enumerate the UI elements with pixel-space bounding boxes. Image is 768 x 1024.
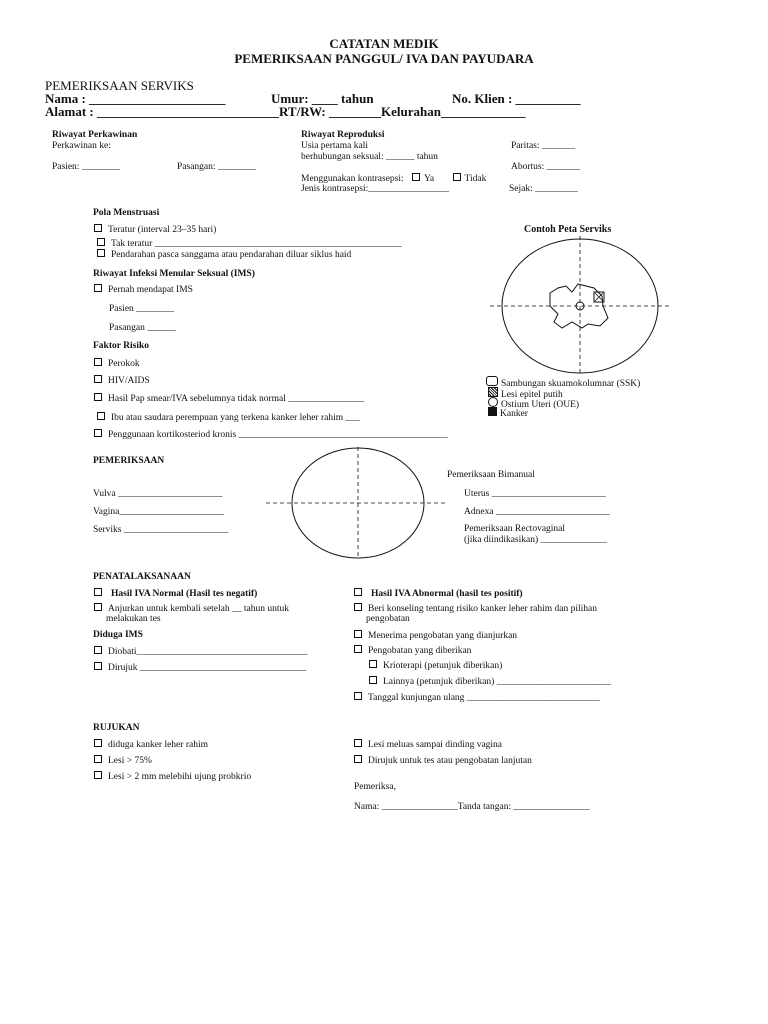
item-label: Pernah mendapat IMS — [108, 285, 193, 295]
pola-menstruasi-title: Pola Menstruasi — [93, 208, 160, 218]
page-subtitle: PEMERIKSAAN PANGGUL/ IVA DAN PAYUDARA — [234, 51, 534, 66]
item-label: Pendarahan pasca sanggama atau pendarahan diluar siklus haid — [111, 250, 352, 260]
checkbox[interactable] — [97, 249, 105, 257]
item-label: diduga kanker leher rahim — [108, 740, 208, 750]
dirujuk-item[interactable] — [94, 662, 306, 673]
kontrasepsi-label: Menggunakan kontrasepsi: — [301, 174, 404, 184]
item-label: Lainnya (petunjuk diberikan) ________________________ — [383, 677, 611, 687]
ims-pasangan-field[interactable]: Pasangan ______ — [109, 323, 176, 333]
rujukan-lesi-2mm-item[interactable] — [94, 771, 251, 782]
pengobatan-diberikan-item[interactable] — [354, 645, 471, 656]
menstruasi-teratur-item[interactable] — [94, 224, 216, 235]
checkbox[interactable] — [94, 603, 102, 611]
risiko-perokok-item[interactable] — [94, 358, 140, 369]
item-label: Pengobatan yang diberikan — [368, 646, 472, 656]
penatalaksanaan-title: PENATALAKSANAAN — [93, 572, 191, 582]
item-label: Beri konseling tentang risiko kanker leher rahim dan pilihan — [368, 604, 597, 614]
diduga-ims-title: Diduga IMS — [93, 630, 143, 640]
item-label: Menerima pengobatan yang dianjurkan — [368, 631, 518, 641]
ssk-icon — [486, 376, 498, 386]
krioterapi-item[interactable] — [369, 660, 502, 671]
peta-serviks-title: Contoh Peta Serviks — [524, 224, 612, 235]
rectovaginal-field[interactable]: (jika diindikasikan) ______________ — [464, 535, 608, 545]
legend-label: Ostium Uteri (OUE) — [501, 400, 580, 410]
item-label: Anjurkan untuk kembali setelah __ tahun untuk — [108, 604, 289, 614]
checkbox[interactable] — [94, 755, 102, 763]
vulva-field[interactable]: Vulva ______________________ — [93, 489, 223, 499]
usia-pertama-label: Usia pertama kali — [301, 141, 369, 151]
pemeriksa-label: Pemeriksa, — [354, 782, 396, 792]
checkbox[interactable] — [354, 645, 362, 653]
checkbox[interactable] — [94, 375, 102, 383]
kontrasepsi-tidak-checkbox[interactable] — [453, 173, 461, 181]
pemeriksaan-title: PEMERIKSAAN — [93, 456, 165, 466]
oue-icon — [488, 397, 498, 407]
rujukan-lesi-meluas-item[interactable] — [354, 739, 502, 750]
item-label: Hasil Pap smear/IVA sebelumnya tidak normal ________________ — [108, 394, 365, 404]
anjurkan-kembali-cont: melakukan tes — [106, 614, 161, 624]
checkbox[interactable] — [97, 412, 105, 420]
item-label: HIV/AIDS — [108, 376, 150, 386]
konseling-item[interactable] — [354, 603, 597, 614]
riwayat-perkawinan-title: Riwayat Perkawinan — [52, 130, 138, 140]
kontrasepsi-ya-checkbox[interactable] — [412, 173, 420, 181]
checkbox[interactable] — [94, 662, 102, 670]
item-label: Lesi > 2 mm melebihi ujung probkrio — [108, 772, 252, 782]
bimanual-title: Pemeriksaan Bimanual — [447, 470, 535, 480]
ims-pasien-field[interactable]: Pasien ________ — [109, 304, 175, 314]
no-klien-field[interactable]: No. Klien : __________ — [452, 91, 581, 106]
section-serviks-title: PEMERIKSAAN SERVIKS — [45, 78, 194, 93]
perkawinan-ke-field[interactable]: Perkawinan ke: — [52, 141, 111, 151]
menerima-pengobatan-item[interactable] — [354, 630, 517, 641]
checkbox[interactable] — [94, 739, 102, 747]
pemeriksa-nama-ttd-field[interactable]: Nama: ________________Tanda tangan: ________________ — [354, 802, 590, 812]
faktor-risiko-title: Faktor Risiko — [93, 341, 150, 351]
pasangan-perkawinan-field[interactable]: Pasangan: ________ — [177, 162, 256, 172]
item-label: Teratur (interval 23–35 hari) — [108, 225, 217, 235]
checkbox[interactable] — [94, 358, 102, 366]
checkbox[interactable] — [94, 771, 102, 779]
kontrasepsi-ya-label: Ya — [424, 174, 435, 184]
legend-label: Lesi epitel putih — [501, 390, 563, 400]
item-label: Lesi meluas sampai dinding vagina — [368, 740, 503, 750]
cervix-map-diagram — [486, 236, 670, 376]
rectovaginal-label: Pemeriksaan Rectovaginal — [464, 524, 566, 534]
uterus-field[interactable]: Uterus ________________________ — [464, 489, 606, 499]
sejak-field[interactable]: Sejak: _________ — [509, 184, 578, 194]
menstruasi-pendarahan-item[interactable] — [97, 249, 351, 260]
checkbox[interactable] — [354, 755, 362, 763]
abortus-field[interactable]: Abortus: _______ — [511, 162, 580, 172]
risiko-pap-smear-item[interactable] — [94, 393, 364, 404]
tanggal-kunjungan-item[interactable] — [354, 692, 600, 703]
item-label: Tanggal kunjungan ulang ____________________________ — [368, 693, 600, 703]
item-label: Tak teratur ____________________________________________________ — [111, 239, 402, 249]
rujukan-dirujuk-tes-item[interactable] — [354, 755, 532, 766]
menstruasi-tak-teratur-item[interactable] — [97, 238, 402, 249]
checkbox[interactable] — [369, 660, 377, 668]
iva-normal-item[interactable] — [94, 588, 257, 599]
rujukan-kanker-item[interactable] — [94, 739, 208, 750]
item-label: Dirujuk untuk tes atau pengobatan lanjutan — [368, 756, 532, 766]
checkbox[interactable] — [97, 238, 105, 246]
iva-abnormal-item[interactable] — [354, 588, 523, 599]
checkbox[interactable] — [369, 676, 377, 684]
diobati-item[interactable] — [94, 646, 308, 657]
item-label: Lesi > 75% — [108, 756, 152, 766]
checkbox[interactable] — [354, 603, 362, 611]
page-title: CATATAN MEDIK — [329, 36, 439, 51]
pemeriksaan-ellipse-diagram — [266, 447, 446, 559]
kontrasepsi-tidak-label: Tidak — [464, 174, 487, 184]
checkbox[interactable] — [354, 692, 362, 700]
legend-kanker — [488, 407, 528, 419]
item-label: Krioterapi (petunjuk diberikan) — [383, 661, 503, 671]
risiko-hiv-item[interactable] — [94, 375, 150, 386]
serviks-field[interactable]: Serviks ______________________ — [93, 525, 229, 535]
item-label: Ibu atau saudara perempuan yang terkena kanker leher rahim ___ — [111, 413, 360, 423]
item-label: Hasil IVA Abnormal (hasil tes positif) — [371, 589, 523, 599]
item-label: Penggunaan kortikosteriod kronis ____________________________________________ — [108, 430, 448, 440]
ims-title: Riwayat Infeksi Menular Seksual (IMS) — [93, 269, 255, 279]
konseling-cont: pengobatan — [366, 614, 410, 624]
risiko-keluarga-item[interactable] — [97, 412, 360, 423]
kontrasepsi-row — [301, 173, 486, 184]
alamat-field[interactable]: Alamat : ____________________________RT/RW: ________Kelurahan_____________ — [45, 104, 526, 119]
usia-pertama-field[interactable]: berhubungan seksual: ______ tahun — [301, 152, 438, 162]
vagina-field[interactable]: Vagina______________________ — [93, 507, 224, 517]
ims-pernah-item[interactable] — [94, 284, 193, 295]
checkbox[interactable] — [94, 224, 102, 232]
nama-field[interactable]: Nama : _____________________ — [45, 91, 226, 106]
risiko-kortikosteroid-item[interactable] — [94, 429, 448, 440]
rujukan-lesi-75-item[interactable] — [94, 755, 152, 766]
adnexa-field[interactable]: Adnexa ________________________ — [464, 507, 610, 517]
item-label: Perokok — [108, 359, 140, 369]
legend-label: Sambungan skuamokolumnar (SSK) — [501, 379, 641, 389]
checkbox[interactable] — [94, 284, 102, 292]
paritas-field[interactable]: Paritas: _______ — [511, 141, 576, 151]
umur-field[interactable]: Umur: ____ tahun — [271, 91, 374, 106]
checkbox[interactable] — [354, 739, 362, 747]
rujukan-title: RUJUKAN — [93, 723, 140, 733]
checkbox[interactable] — [94, 646, 102, 654]
item-label: Diobati____________________________________ — [108, 647, 308, 657]
riwayat-reproduksi-title: Riwayat Reproduksi — [301, 130, 385, 140]
legend-label: Kanker — [500, 409, 528, 419]
pasien-perkawinan-field[interactable]: Pasien: ________ — [52, 162, 120, 172]
item-label: Dirujuk ___________________________________ — [108, 663, 307, 673]
checkbox[interactable] — [94, 393, 102, 401]
checkbox[interactable] — [354, 630, 362, 638]
lesi-icon — [488, 387, 498, 397]
item-label: Hasil IVA Normal (Hasil tes negatif) — [111, 589, 258, 599]
checkbox[interactable] — [354, 588, 362, 596]
lainnya-item[interactable] — [369, 676, 611, 687]
jenis-kontrasepsi-field[interactable]: Jenis kontrasepsi:_________________ — [301, 184, 450, 194]
anjurkan-kembali-item[interactable] — [94, 603, 289, 614]
kanker-icon — [488, 407, 497, 416]
checkbox[interactable] — [94, 429, 102, 437]
checkbox[interactable] — [94, 588, 102, 596]
